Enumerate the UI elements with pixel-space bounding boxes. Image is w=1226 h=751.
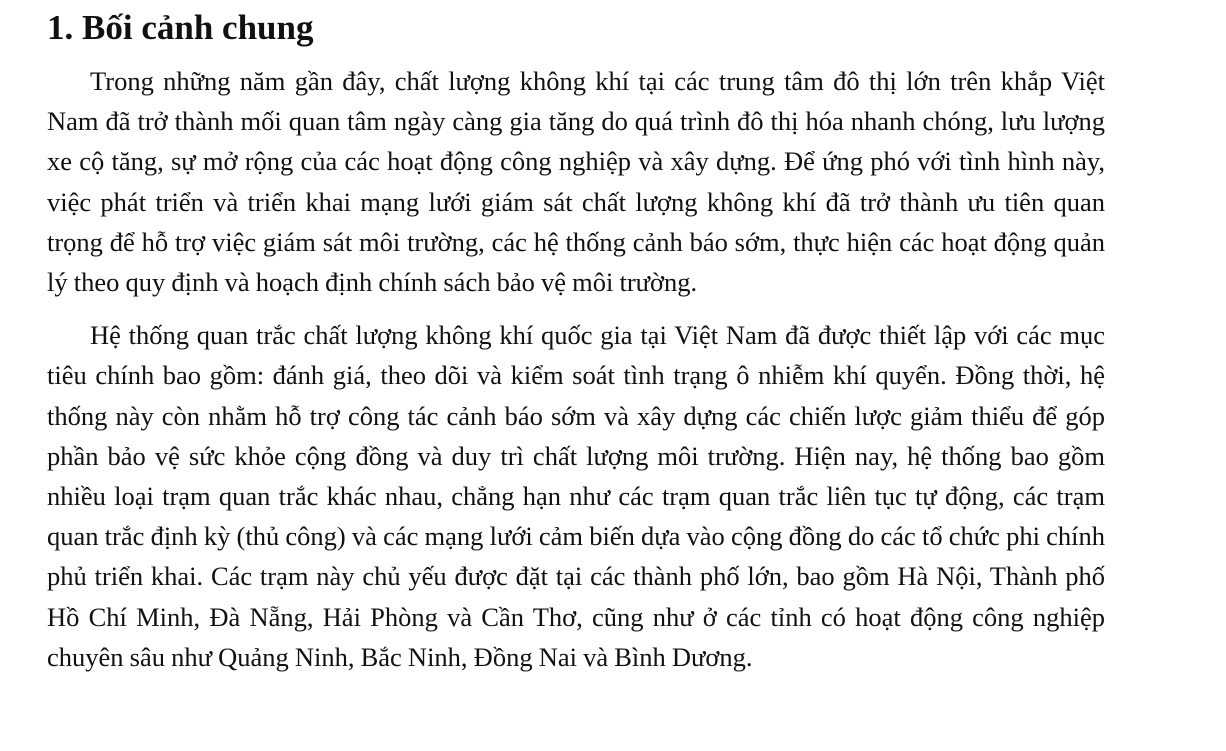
section-heading: 1. Bối cảnh chung (47, 8, 314, 47)
body-paragraph-context: Trong những năm gần đây, chất lượng không khí tại các trung tâm đô thị lớn trên khắp Việt Nam đã trở thành mối quan tâm ngày càng gia tăng do quá trình đô thị hóa nhanh chóng, lưu lượng xe cộ tăng, sự mở rộng của các hoạt động công nghiệp và xây dựng. Để ứng phó với tình hình này, việc phát triển và triển khai mạng lưới giám sát chất lượng không khí đã trở thành ưu tiên quan trọng để hỗ trợ việc giám sát môi trường, các hệ thống cảnh báo sớm, thực hiện các hoạt động quản lý theo quy định và hoạch định chính sách bảo vệ môi trường. (47, 66, 1105, 298)
body-paragraph-monitoring-system: Hệ thống quan trắc chất lượng không khí quốc gia tại Việt Nam đã được thiết lập với các mục tiêu chính bao gồm: đánh giá, theo dõi và kiểm soát tình trạng ô nhiễm khí quyển. Đồng thời, hệ thống này còn nhằm hỗ trợ công tác cảnh báo sớm và xây dựng các chiến lược giảm thiểu để góp phần bảo vệ sức khỏe cộng đồng và duy trì chất lượng môi trường. Hiện nay, hệ thống bao gồm nhiều loại trạm quan trắc khác nhau, chẳng hạn như các trạm quan trắc liên tục tự động, các trạm quan trắc định kỳ (thủ công) và các mạng lưới cảm biến dựa vào cộng đồng do các tổ chức phi chính phủ triển khai. Các trạm này chủ yếu được đặt tại các thành phố lớn, bao gồm Hà Nội, Thành phố Hồ Chí Minh, Đà Nẵng, Hải Phòng và Cần Thơ, cũng như ở các tỉnh có hoạt động công nghiệp chuyên sâu như Quảng Ninh, Bắc Ninh, Đồng Nai và Bình Dương. (47, 320, 1105, 672)
